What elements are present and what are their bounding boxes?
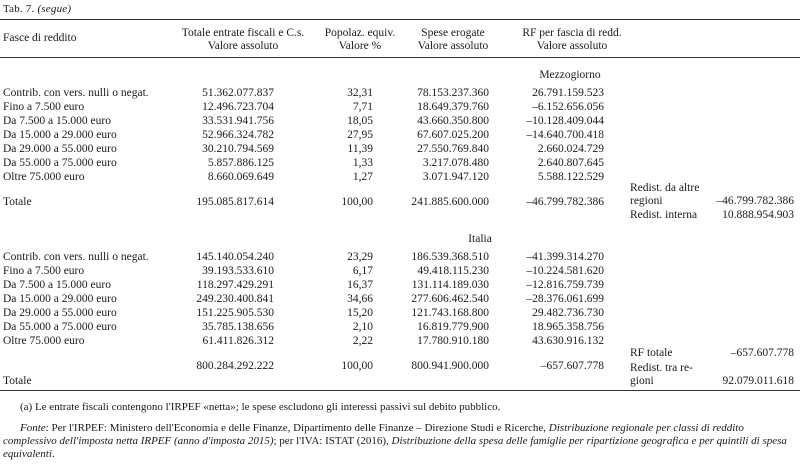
cell-rf: –12.816.759.739 [526, 279, 604, 291]
cell-rf: –10.128.409.044 [526, 115, 604, 127]
source-text-2: ; per l'IVA: ISTAT (2016), [273, 435, 392, 447]
cell-entrate: 118.297.429.291 [196, 279, 274, 291]
total-rf-italia: –657.607.778 [540, 360, 604, 372]
total-label-mezzogiorno: Totale [3, 196, 32, 208]
cell-spese: 49.418.115.230 [417, 265, 489, 277]
header-spese [398, 27, 508, 53]
top-rule [0, 19, 800, 20]
cell-fascia: Fino a 7.500 euro [3, 101, 85, 113]
cell-spese: 18.649.379.760 [417, 101, 489, 113]
cell-fascia: Oltre 75.000 euro [3, 335, 85, 347]
caption-suffix: (segue) [37, 3, 72, 15]
total-rf-mezzogiorno: –46.799.782.386 [526, 196, 604, 208]
cell-rf: 43.630.916.132 [532, 335, 604, 347]
total-entrate-italia: 800.284.292.222 [196, 360, 274, 372]
cell-entrate: 61.411.826.312 [202, 335, 274, 347]
redist-interna-value: 10.888.954.903 [722, 209, 794, 221]
cell-fascia: Da 29.000 a 55.000 euro [3, 143, 117, 155]
redist-tra-value: 92.079.011.618 [722, 375, 794, 387]
source-title-1: Distribuzione regionale per classi di reddito complessivo dell'imposta netta IRPEF (anno d'imposta 2015) [3, 422, 744, 447]
cell-entrate: 145.140.054.240 [196, 251, 274, 263]
rf-totale-value: –657.607.778 [730, 347, 794, 359]
cell-fascia: Da 55.000 a 75.000 euro [3, 157, 117, 169]
source-label: Fonte [20, 422, 46, 434]
cell-popolaz: 16,37 [347, 279, 373, 291]
cell-fascia: Da 55.000 a 75.000 euro [3, 321, 117, 333]
cell-fascia: Da 7.500 a 15.000 euro [3, 115, 111, 127]
cell-entrate: 5.857.886.125 [207, 157, 274, 169]
cell-entrate: 51.362.077.837 [202, 87, 274, 99]
source-title-2: Distribuzione della spesa delle famiglie per ripartizione geografica e per quintili di spesa equivalenti [3, 435, 787, 460]
cell-entrate: 33.531.941.756 [202, 115, 274, 127]
caption-prefix: Tab. 7. [3, 3, 35, 15]
cell-fascia: Da 15.000 a 29.000 euro [3, 129, 117, 141]
cell-spese: 16.819.779.900 [417, 321, 489, 333]
cell-popolaz: 2,22 [352, 335, 373, 347]
cell-popolaz: 18,05 [347, 115, 373, 127]
cell-spese: 17.780.910.180 [417, 335, 489, 347]
table-caption [3, 3, 71, 16]
bottom-rule [0, 390, 800, 391]
cell-popolaz: 32,31 [347, 87, 373, 99]
redist-altre-line2: regioni [630, 195, 663, 207]
cell-fascia: Da 7.500 a 15.000 euro [3, 279, 111, 291]
redist-tra-line1: Redist. tra re- [630, 362, 693, 374]
cell-popolaz: 1,33 [352, 157, 373, 169]
cell-entrate: 8.660.069.649 [207, 171, 274, 183]
cell-spese: 121.743.168.800 [411, 307, 489, 319]
cell-fascia: Fino a 7.500 euro [3, 265, 85, 277]
header-rf-line2: Valore assoluto [536, 40, 608, 52]
cell-spese: 27.550.769.840 [417, 143, 489, 155]
cell-rf: –10.224.581.620 [526, 265, 604, 277]
cell-popolaz: 15,20 [347, 307, 373, 319]
cell-popolaz: 11,39 [347, 143, 373, 155]
source-text-1: : Per l'IRPEF: Ministero dell'Economia e delle Finanze, Dipartimento delle Finanze – Direzione Studi e Ricerche, [45, 422, 549, 434]
cell-rf: 18.965.358.756 [532, 321, 604, 333]
total-spese-italia: 800.941.900.000 [411, 360, 489, 372]
cell-spese: 3.071.947.120 [422, 171, 489, 183]
cell-entrate: 30.210.794.569 [202, 143, 274, 155]
redist-altre-line1: Redist. da altre [630, 182, 700, 194]
cell-rf: 2.640.807.645 [537, 157, 604, 169]
cell-entrate: 151.225.905.530 [196, 307, 274, 319]
header-popolaz-line2: Valore % [338, 40, 382, 52]
header-spese-line1: Spese erogate [421, 27, 485, 39]
cell-spese: 78.153.237.360 [417, 87, 489, 99]
cell-popolaz: 27,95 [347, 129, 373, 141]
cell-entrate: 39.193.533.610 [202, 265, 274, 277]
cell-spese: 277.606.462.540 [411, 293, 489, 305]
total-entrate-mezzogiorno: 195.085.817.614 [196, 196, 274, 208]
header-spese-line2: Valore assoluto [417, 40, 489, 52]
header-entrate-line2: Valore assoluto [207, 40, 279, 52]
cell-fascia: Contrib. con vers. nulli o negat. [3, 87, 149, 99]
cell-entrate: 249.230.400.841 [196, 293, 274, 305]
cell-popolaz: 7,71 [352, 101, 373, 113]
cell-rf: –28.376.061.699 [526, 293, 604, 305]
cell-rf: 29.482.736.730 [532, 307, 604, 319]
cell-spese: 67.607.025.200 [417, 129, 489, 141]
redist-altre-value: –46.799.782.386 [716, 195, 794, 207]
total-popolaz-mezzogiorno: 100,00 [341, 196, 373, 208]
footnote-a: (a) Le entrate fiscali contengono l'IRPEF «netta»; le spese escludono gli interessi passivi sul debito pubblico. [20, 401, 501, 413]
cell-rf: 2.660.024.729 [537, 143, 604, 155]
total-spese-mezzogiorno: 241.885.600.000 [411, 196, 489, 208]
section-title-italia: Italia [468, 233, 492, 245]
cell-rf: –14.640.700.418 [526, 129, 604, 141]
total-label-italia: Totale [3, 375, 32, 387]
cell-popolaz: 23,29 [347, 251, 373, 263]
cell-spese: 43.660.350.800 [417, 115, 489, 127]
cell-popolaz: 1,27 [352, 171, 373, 183]
header-entrate-line1: Totale entrate fiscali e C.s. [181, 27, 305, 39]
cell-rf: –6.152.656.056 [532, 101, 604, 113]
cell-entrate: 35.785.138.656 [202, 321, 274, 333]
cell-fascia: Da 15.000 a 29.000 euro [3, 293, 117, 305]
cell-spese: 186.539.368.510 [411, 251, 489, 263]
source-text-3: . [51, 448, 55, 460]
section-title-mezzogiorno: Mezzogiorno [539, 69, 601, 81]
cell-entrate: 12.496.723.704 [202, 101, 274, 113]
source-note [3, 422, 793, 461]
cell-rf: 5.588.122.529 [537, 171, 604, 183]
cell-popolaz: 6,17 [352, 265, 373, 277]
cell-entrate: 52.966.324.782 [202, 129, 274, 141]
redist-tra-line2: gioni [630, 375, 654, 387]
rf-totale-label: RF totale [630, 347, 673, 359]
cell-rf: 26.791.159.523 [532, 87, 604, 99]
header-entrate [168, 27, 318, 53]
header-popolaz-line1: Popolaz. equiv. [324, 27, 396, 39]
header-fasce: Fasce di reddito [3, 32, 77, 44]
cell-spese: 131.114.189.030 [411, 279, 489, 291]
header-rf [502, 27, 642, 53]
header-rf-line1: RF per fascia di redd. [522, 27, 622, 39]
cell-fascia: Oltre 75.000 euro [3, 171, 85, 183]
total-popolaz-italia: 100,00 [341, 360, 373, 372]
cell-popolaz: 34,66 [347, 293, 373, 305]
header-rule [0, 57, 800, 58]
cell-rf: –41.399.314.270 [526, 251, 604, 263]
redist-interna-label: Redist. interna [630, 209, 698, 221]
cell-fascia: Contrib. con vers. nulli o negat. [3, 251, 149, 263]
header-popolaz [312, 27, 408, 53]
cell-spese: 3.217.078.480 [422, 157, 489, 169]
cell-popolaz: 2,10 [352, 321, 373, 333]
cell-fascia: Da 29.000 a 55.000 euro [3, 307, 117, 319]
